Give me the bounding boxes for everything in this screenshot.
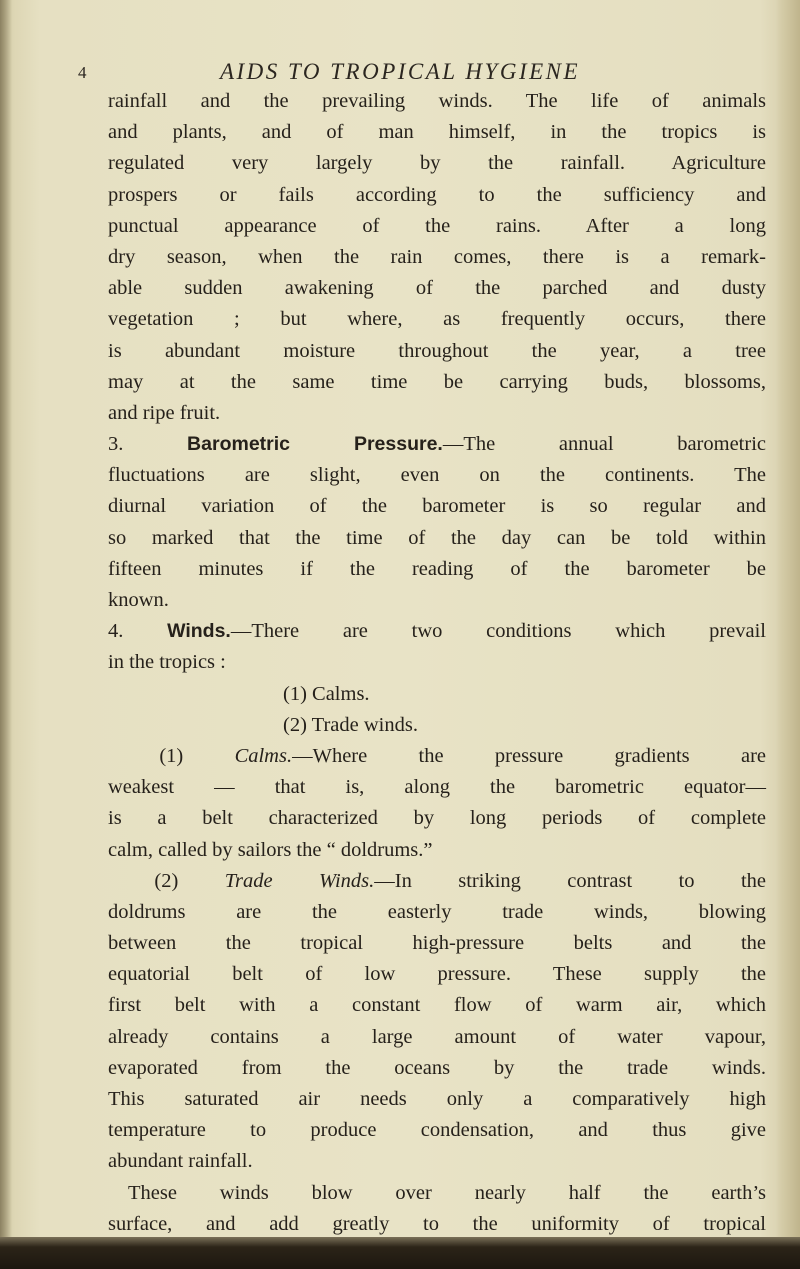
section-number: 3.	[108, 433, 124, 456]
section-number: 4.	[108, 620, 124, 643]
subsection-marker: (1)	[159, 744, 184, 767]
text-line: weakest — that is, along the barometric equator—	[108, 776, 766, 799]
text-line: calm, called by sailors the “ doldrums.”	[108, 838, 433, 861]
text-line: in the tropics :	[108, 651, 226, 674]
section-heading: Barometric Pressure.	[187, 433, 443, 456]
text-line: is a belt characterized by long periods of complete	[108, 807, 766, 830]
subsection-heading-line	[108, 741, 766, 772]
subsection-title: Trade Winds.	[224, 869, 375, 892]
body-text	[108, 86, 766, 1240]
text-line: These winds blow over nearly half the earth’s	[128, 1181, 766, 1204]
text-line: abundant rainfall.	[108, 1150, 253, 1173]
text-line: fluctuations are slight, even on the continents. The	[108, 464, 766, 487]
text-line: surface, and add greatly to the uniformity of tropical	[108, 1212, 766, 1235]
section-heading: Winds.	[167, 620, 231, 643]
text-line: known.	[108, 589, 169, 611]
section-text: —The annual barometric	[442, 433, 766, 456]
text-line: is abundant moisture throughout the year, a tree	[108, 339, 766, 362]
text-line: vegetation ; but where, as frequently occurs, there	[108, 308, 766, 331]
text-line: fifteen minutes if the reading of the barometer be	[108, 557, 766, 580]
running-title: AIDS TO TROPICAL HYGIENE	[219, 59, 581, 84]
text-line: temperature to produce condensation, and thus give	[108, 1119, 766, 1142]
text-line: doldrums are the easterly trade winds, blowing	[108, 900, 766, 923]
subsection-heading-line	[108, 866, 766, 897]
text-line: equatorial belt of low pressure. These supply the	[108, 963, 766, 986]
text-line: diurnal variation of the barometer is so regular and	[108, 495, 766, 518]
subsection-text: —Where the pressure gradients are	[292, 744, 767, 767]
section-heading-line	[108, 616, 766, 647]
section-heading-line	[108, 429, 766, 460]
subsection-text: —In striking contrast to the	[374, 869, 767, 892]
text-line: and ripe fruit.	[108, 401, 221, 424]
text-line: already contains a large amount of water vapour,	[108, 1025, 766, 1048]
text-line: between the tropical high-pressure belts and the	[108, 932, 766, 955]
subsection-title: Calms.	[234, 744, 293, 767]
text-line: dry season, when the rain comes, there is a remark-	[108, 245, 766, 268]
page-header	[60, 53, 740, 87]
page-gutter-shadow	[0, 0, 12, 1269]
subsection-marker: (2)	[154, 869, 179, 892]
text-line: evaporated from the oceans by the trade winds.	[108, 1056, 766, 1079]
list-item: (2) Trade winds.	[283, 713, 418, 736]
page-number: 4	[78, 63, 87, 82]
text-line: This saturated air needs only a comparatively high	[108, 1088, 766, 1110]
text-line: regulated very largely by the rainfall. Agriculture	[108, 152, 766, 175]
text-line: rainfall and the prevailing winds. The life of animals	[108, 90, 766, 112]
text-line: prospers or fails according to the sufficiency and	[108, 183, 766, 206]
section-text: —There are two conditions which prevail	[230, 620, 767, 643]
text-line: so marked that the time of the day can be told within	[108, 526, 766, 549]
text-line: punctual appearance of the rains. After a long	[108, 214, 766, 237]
text-line: and plants, and of man himself, in the tropics is	[108, 121, 766, 144]
text-line: may at the same time be carrying buds, blossoms,	[108, 370, 766, 393]
list-item: (1) Calms.	[283, 682, 370, 705]
book-binding-edge	[0, 1237, 800, 1269]
facing-page-edge	[776, 0, 800, 1269]
text-line: able sudden awakening of the parched and dusty	[108, 277, 766, 300]
text-line: first belt with a constant flow of warm air, which	[108, 994, 766, 1017]
